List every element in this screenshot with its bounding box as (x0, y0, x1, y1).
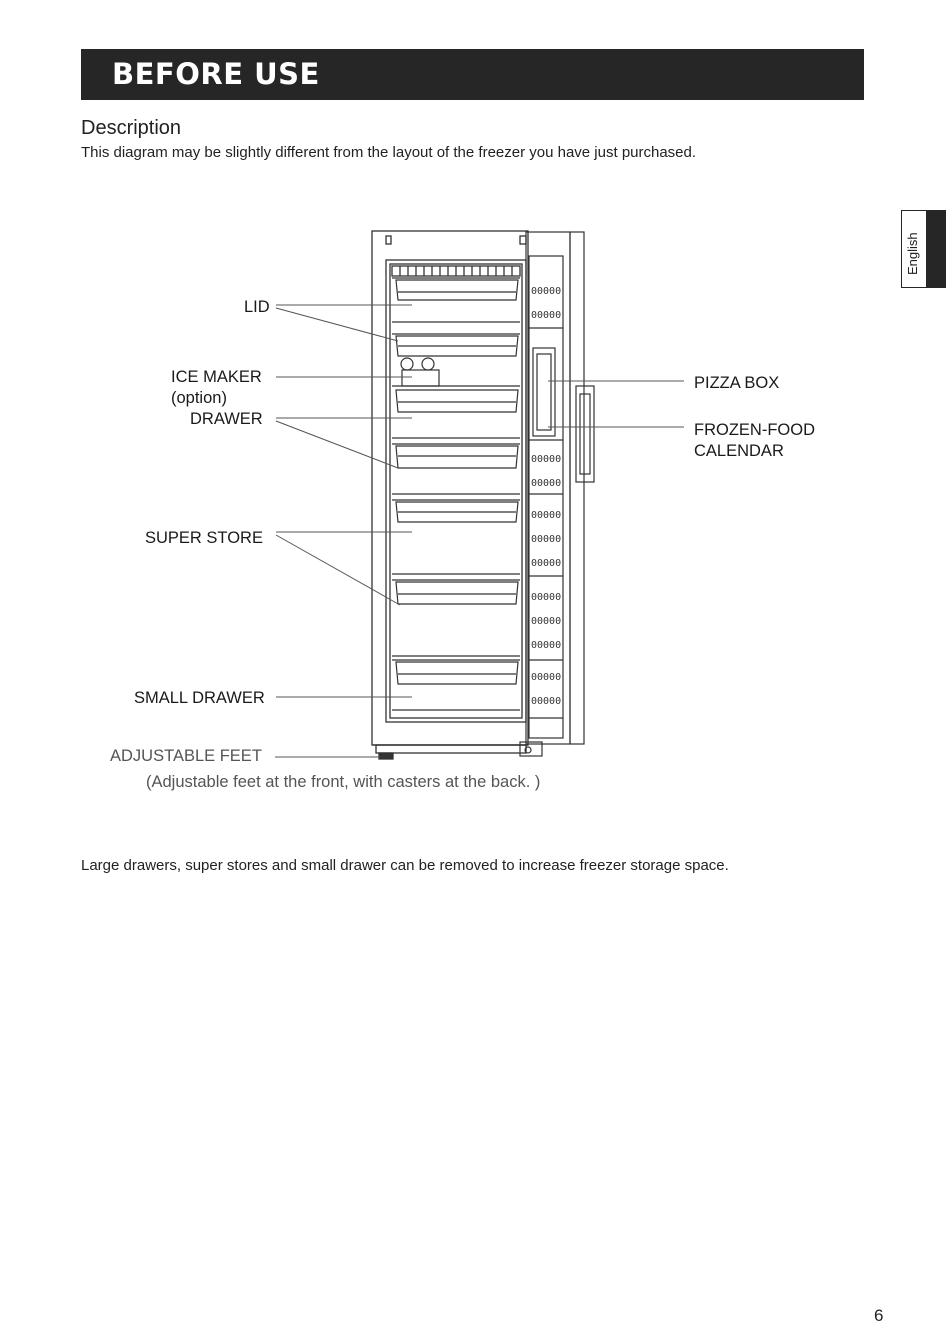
svg-text:00000: 00000 (531, 286, 562, 297)
label-small-drawer: SMALL DRAWER (134, 689, 265, 707)
svg-text:00000: 00000 (531, 478, 562, 489)
label-ice-maker: ICE MAKER (171, 368, 262, 386)
svg-text:00000: 00000 (531, 310, 562, 321)
label-drawer: DRAWER (190, 410, 263, 428)
cabinet-outline (372, 231, 528, 745)
svg-text:00000: 00000 (531, 592, 562, 603)
svg-text:00000: 00000 (531, 696, 562, 707)
door-bin-pattern (531, 286, 561, 707)
label-feet-note: (Adjustable feet at the front, with casters at the back. ) (146, 773, 541, 791)
section-title: BEFORE USE (112, 57, 320, 91)
label-super-store: SUPER STORE (145, 529, 263, 547)
svg-text:00000: 00000 (531, 454, 562, 465)
label-pizza-box: PIZZA BOX (694, 374, 780, 392)
label-frozen-food: FROZEN-FOOD (694, 421, 815, 439)
svg-text:00000: 00000 (531, 558, 562, 569)
svg-text:00000: 00000 (531, 672, 562, 683)
svg-text:00000: 00000 (531, 510, 562, 521)
label-lid: LID (244, 298, 270, 316)
page-number: 6 (874, 1306, 884, 1325)
description-heading: Description (81, 117, 182, 139)
drawers (392, 278, 520, 710)
svg-text:00000: 00000 (531, 616, 562, 627)
svg-text:00000: 00000 (531, 534, 562, 545)
label-calendar: CALENDAR (694, 442, 784, 460)
leader-lines (275, 305, 684, 757)
pizza-box (533, 348, 555, 436)
label-adjustable-feet: ADJUSTABLE FEET (110, 747, 262, 765)
door-handle (576, 386, 594, 482)
storage-note: Large drawers, super stores and small drawer can be removed to increase freezer storage space. (81, 857, 729, 874)
description-intro: This diagram may be slightly different from the layout of the freezer you have just purchased. (81, 144, 697, 161)
label-ice-maker-note: (option) (171, 389, 227, 407)
svg-text:00000: 00000 (531, 640, 562, 651)
language-tab-label: English (905, 232, 920, 275)
freezer-cabinet (372, 231, 528, 759)
